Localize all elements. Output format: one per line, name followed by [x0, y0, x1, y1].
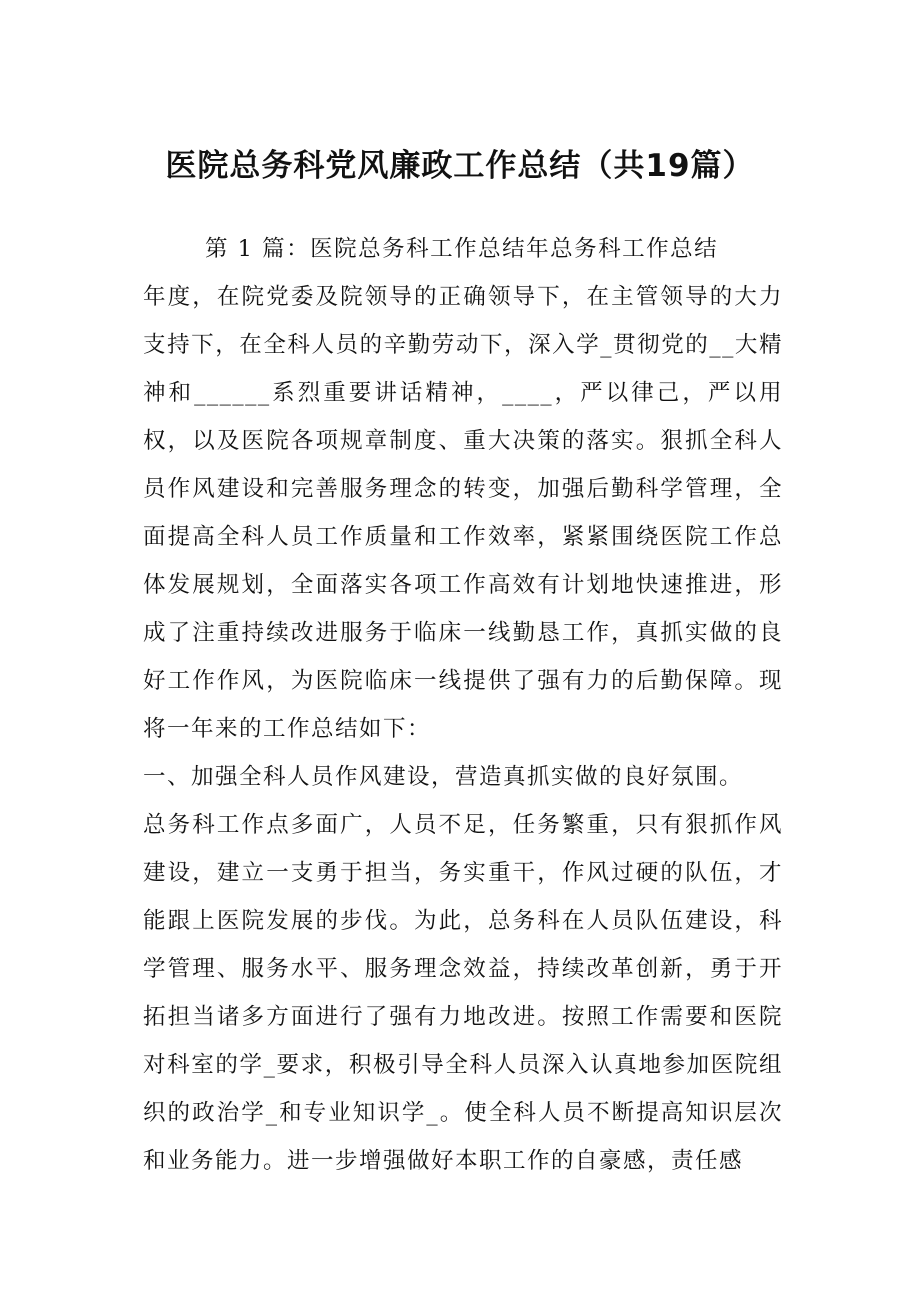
- intro-paragraph: 年度，在院党委及院领导的正确领导下，在主管领导的大力支持下，在全科人员的辛勤劳动下，深入学_贯彻党的__大精神和______系烈重要讲话精神，____，严以律己，严以用权，以及医院各项规章制度、重大决策的落实。狠抓全科人员作风建设和完善服务理念的转变，加强后勤科学管理，全面提高全科人员工作质量和工作效率，紧紧围绕医院工作总体发展规划，全面落实各项工作高效有计划地快速推进，形成了注重持续改进服务于临床一线勤恳工作，真抓实做的良好工作作风，为医院临床一线提供了强有力的后勤保障。现将一年来的工作总结如下：: [143, 284, 783, 742]
- section-heading-1: 一、加强全科人员作风建设，营造真抓实做的良好氛围。: [143, 764, 744, 790]
- document-title: 医院总务科党风廉政工作总结（共19篇）: [165, 148, 755, 184]
- section-1-paragraph: 总务科工作点多面广，人员不足，任务繁重，只有狠抓作风建设，建立一支勇于担当，务实重干，作风过硬的队伍，才能跟上医院发展的步伐。为此，总务科在人员队伍建设，科学管理、服务水平、服务理念效益，持续改革创新，勇于开拓担当诸多方面进行了强有力地改进。按照工作需要和医院对科室的学_要求，积极引导全科人员深入认真地参加医院组织的政治学_和专业知识学_。使全科人员不断提高知识层次和业务能力。进一步增强做好本职工作的自豪感，责任感: [143, 812, 783, 1174]
- chapter-subheading: 第 1 篇：医院总务科工作总结年总务科工作总结: [205, 236, 719, 262]
- document-body: [143, 225, 783, 1185]
